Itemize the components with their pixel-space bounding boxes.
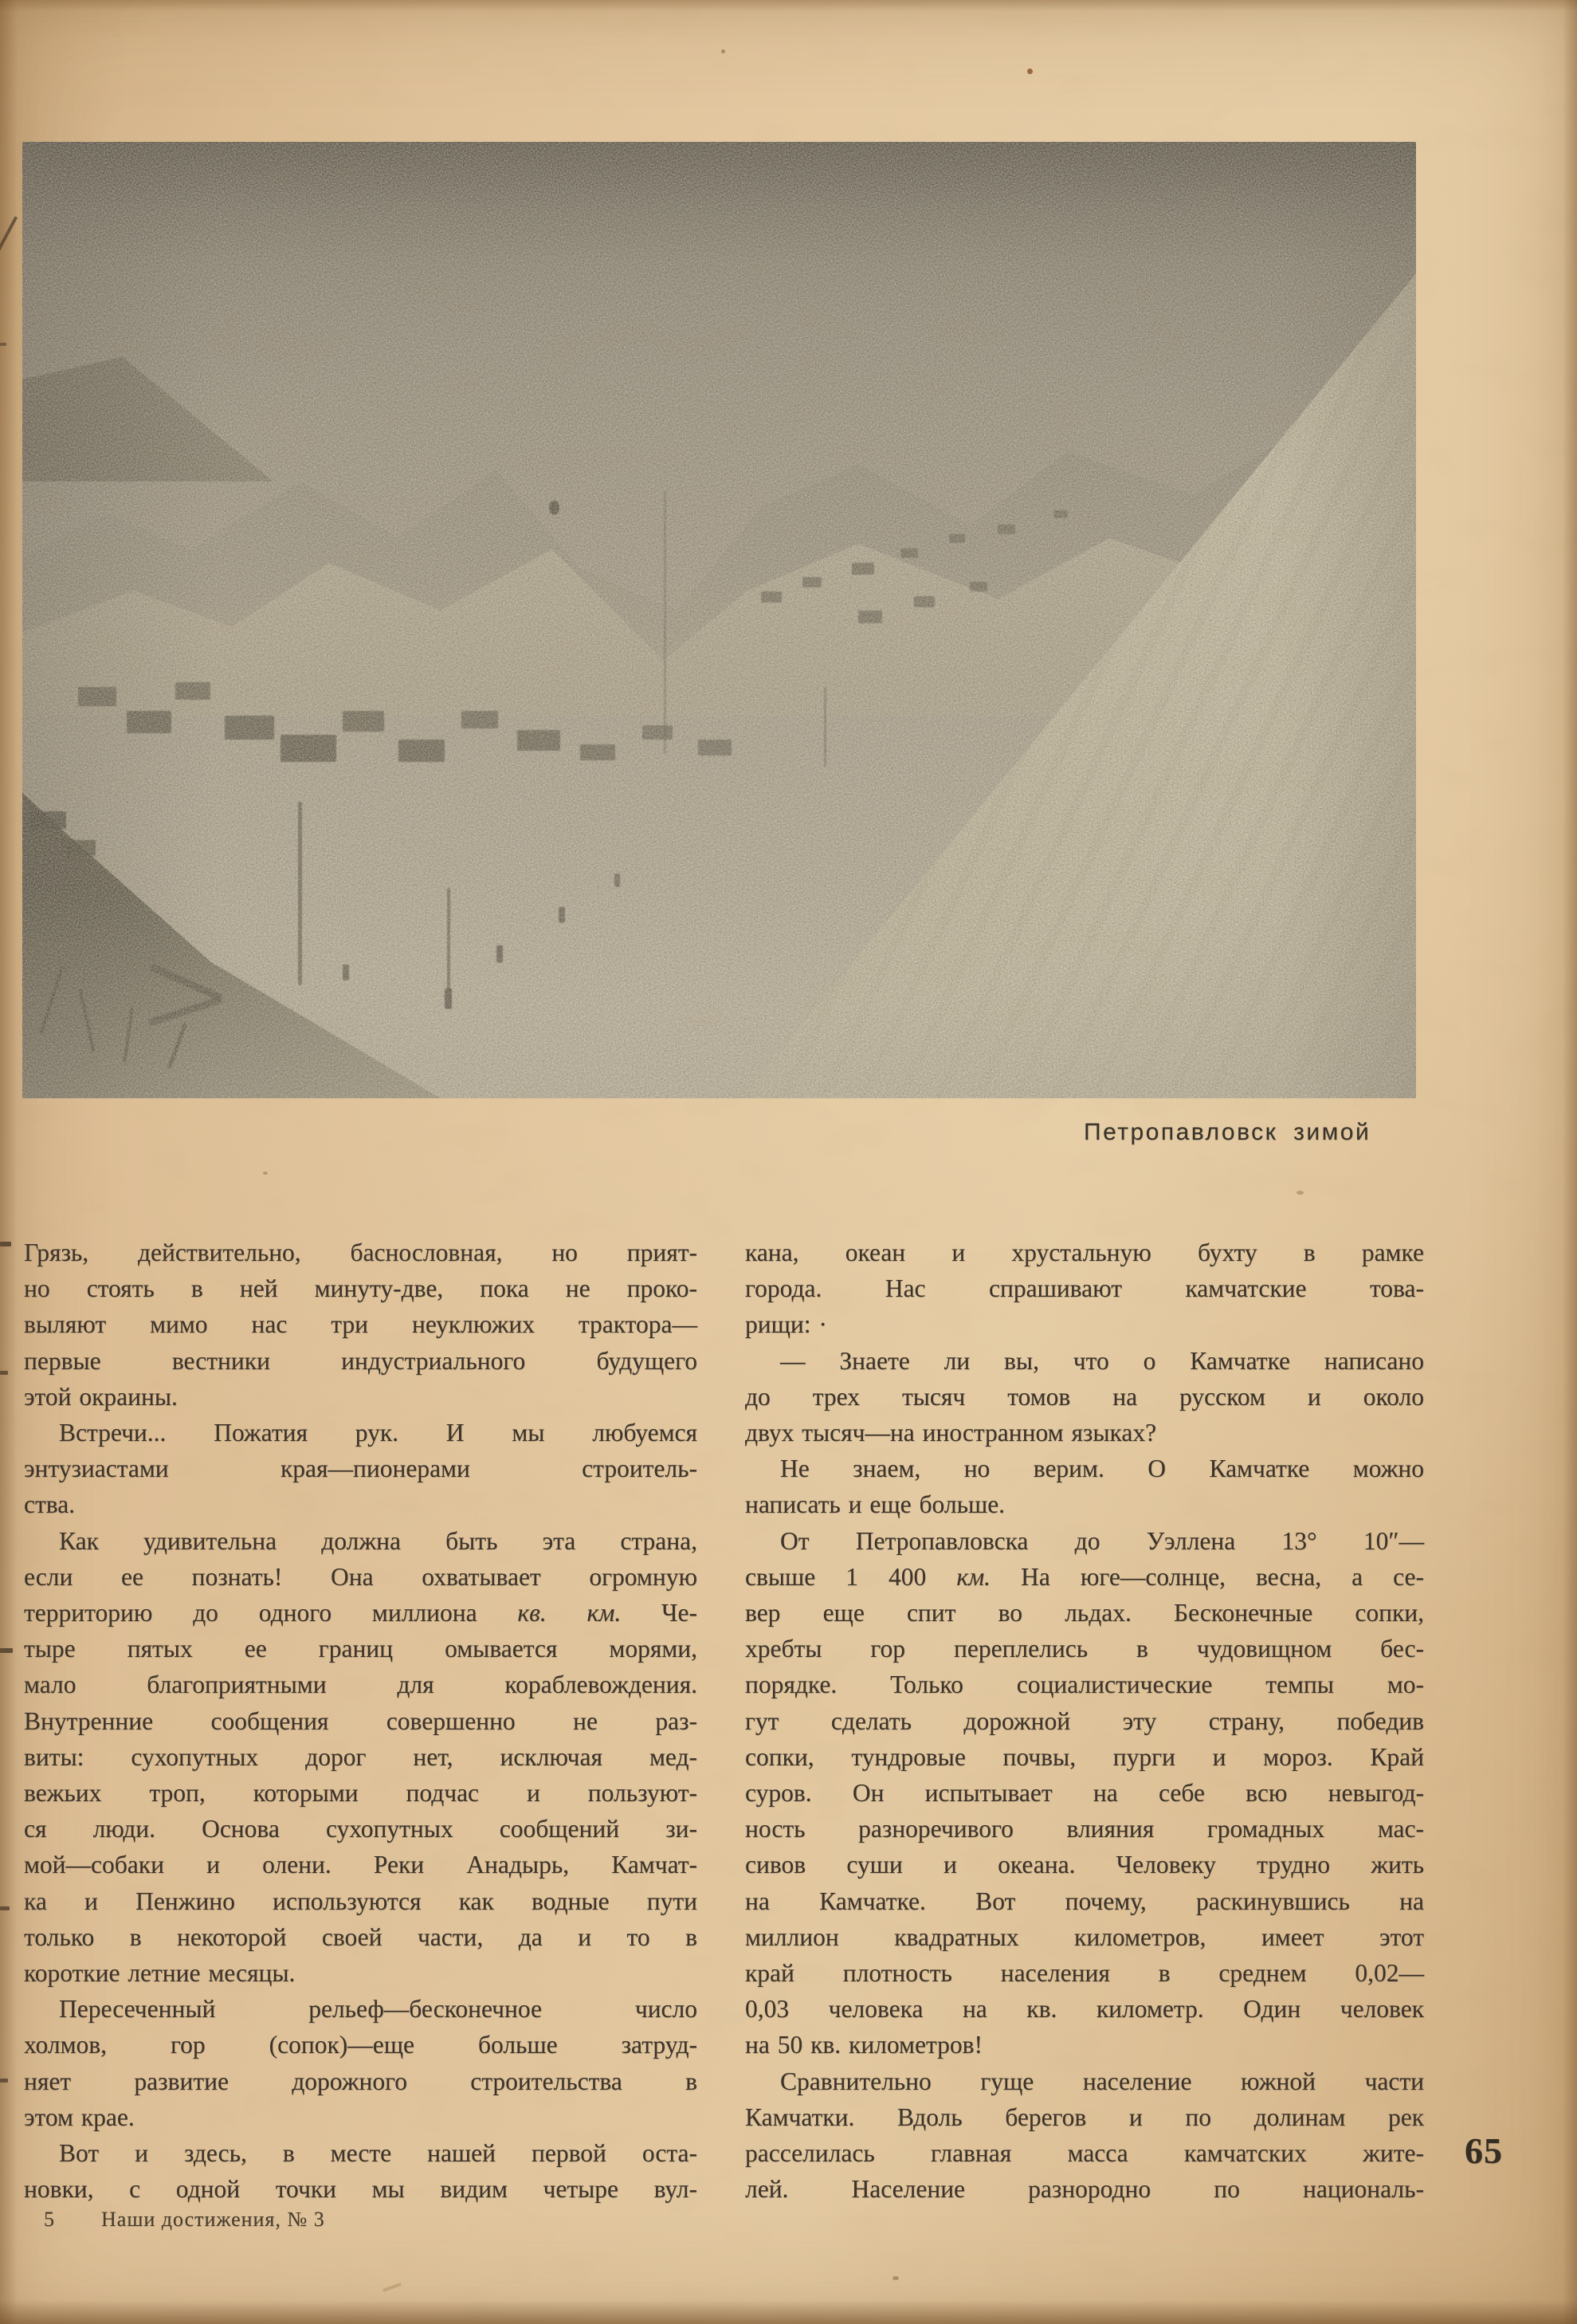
text-line: первые вестники индустриального будущего [24,1346,697,1375]
text-line: Внутренние сообщения совершенно не раз- [24,1706,697,1735]
paper-speck [263,1172,268,1175]
text-line: От Петропавловска до Уэллена 13° 10″— [780,1526,1424,1555]
text-line: лей. Население разнородно по националь- [745,2175,1424,2204]
text-line: мой—собаки и олени. Реки Анадырь, Камчат- [24,1851,697,1879]
page-edge-top [0,0,1577,11]
paper-speck [0,1648,13,1653]
text-line: холмов, гор (сопок)—еще больше затруд- [24,2031,697,2059]
text-line: ка и Пенжино используются как водные пути [24,1886,697,1915]
text-line: Грязь, действительно, баснословная, но прият- [24,1239,697,1266]
text-line: кана, океан и хрустальную бухту в рамке [745,1239,1424,1266]
text-line: ся люди. Основа сухопутных сообщений зи- [24,1815,697,1843]
paper-speck [0,1906,10,1910]
photo-caption: Петропавловск зимой [1084,1119,1371,1145]
text-line: короткие летние месяцы. [24,1959,296,1988]
text-line: этой окраины. [24,1382,178,1411]
text-line: виты: сухопутных дорог нет, исключая мед- [24,1742,697,1771]
text-line: этом крае. [24,2102,135,2131]
text-line: — Знаете ли вы, что о Камчатке написано [780,1346,1424,1375]
text-line: 0,03 человека на кв. километр. Один человек [745,1995,1424,2024]
text-line: вер еще спит во льдах. Бесконечные сопки, [745,1599,1424,1627]
paper-speck [382,2283,402,2292]
paper-speck [1027,69,1033,74]
paper-speck [0,1242,11,1246]
text-line: хребты гор переплелись в чудовищном бес- [745,1635,1424,1663]
paper-speck [0,2079,8,2083]
text-line: если ее познать! Она охватывает огромную [24,1562,697,1591]
left-text-column [24,1235,697,2207]
text-line: рищи: · [745,1310,827,1339]
text-line: Не знаем, но верим. О Камчатке можно [780,1454,1424,1483]
text-line: ность разноречивого влияния громадных мас- [745,1815,1424,1843]
page-edge-left [0,0,18,2324]
text-line: Как удивительна должна быть эта страна, [59,1526,697,1555]
text-line: Камчатки. Вдоль берегов и по долинам рек [745,2102,1424,2131]
text-line: край плотность населения в среднем 0,02— [745,1959,1424,1988]
text-line: до трех тысяч томов на русском и около [745,1382,1424,1411]
text-line: Сравнительно гуще население южной части [780,2067,1424,2095]
text-line: расселилась главная масса камчатских жите- [745,2139,1424,2168]
italic-text: км. [956,1562,991,1591]
text-line: миллион квадратных километров, имеет этот [745,1922,1424,1951]
text: территорию до одного миллиона [24,1599,518,1627]
paper-speck [0,1371,8,1375]
text-line: написать и еще больше. [745,1490,1006,1519]
text-line: на Камчатке. Вот почему, раскинувшись на [745,1886,1424,1915]
paper-speck [892,2276,899,2280]
text-line [24,1595,697,1631]
text-line: энтузиастами края—пионерами строитель- [24,1454,697,1483]
text: Че- [621,1599,697,1627]
footer-sheet-number: 5 [44,2208,55,2231]
text-line: суров. Он испытывает на себе всю невыгод- [745,1779,1424,1808]
page-edge-bottom [0,2300,1577,2324]
text-line: города. Нас спрашивают камчатские това- [745,1274,1424,1303]
photo-shading [22,142,1416,1098]
text: На юге—солнце, весна, а се- [991,1562,1424,1591]
text-line: ства. [24,1490,76,1519]
paper-speck [1297,1191,1304,1195]
text-line: но стоять в ней минуту-две, пока не проко- [24,1274,697,1303]
text-line: новки, с одной точки мы видим четыре вул- [24,2175,697,2204]
footer [44,2208,325,2232]
text-line: двух тысяч—на иностранном языках? [745,1419,1157,1447]
text-line: Пересеченный рельеф—бесконечное число [59,1995,697,2024]
footer-magazine-title: Наши достижения, № 3 [101,2208,325,2231]
text-line: тыре пятых ее границ омывается морями, [24,1635,697,1663]
text-line: няет развитие дорожного строительства в [24,2067,697,2095]
text-line: сопки, тундровые почвы, пурги и мороз. Край [745,1742,1424,1771]
text-line: Вот и здесь, в месте нашей первой оста- [59,2139,697,2168]
paper-speck [721,49,725,53]
text-line: гут сделать дорожной эту страну, победив [745,1706,1424,1735]
text-line: мало благоприятными для кораблевождения. [24,1670,697,1699]
paper-speck [0,343,6,346]
text: свыше 1 400 [745,1562,957,1591]
photo-petropavlovsk-winter [22,142,1416,1098]
text-line: вежьих троп, которыми подчас и пользуют- [24,1779,697,1808]
text-line [745,1559,1424,1595]
paper-speck [0,216,18,267]
right-text-column [745,1235,1424,2207]
text-line: Встречи... Пожатия рук. И мы любуемся [59,1419,697,1447]
text-line: порядке. Только социалистические темпы мо- [745,1670,1424,1699]
text-line: только в некоторой своей части, да и то в [24,1922,697,1951]
text-line: выляют мимо нас три неуклюжих трактора— [24,1310,697,1339]
italic-text: кв. км. [517,1599,622,1627]
text-line: сивов суши и океана. Человеку трудно жить [745,1851,1424,1879]
page-number: 65 [1465,2130,1503,2171]
page-edge-right [1563,0,1577,2324]
text-line: на 50 кв. километров! [745,2031,983,2059]
